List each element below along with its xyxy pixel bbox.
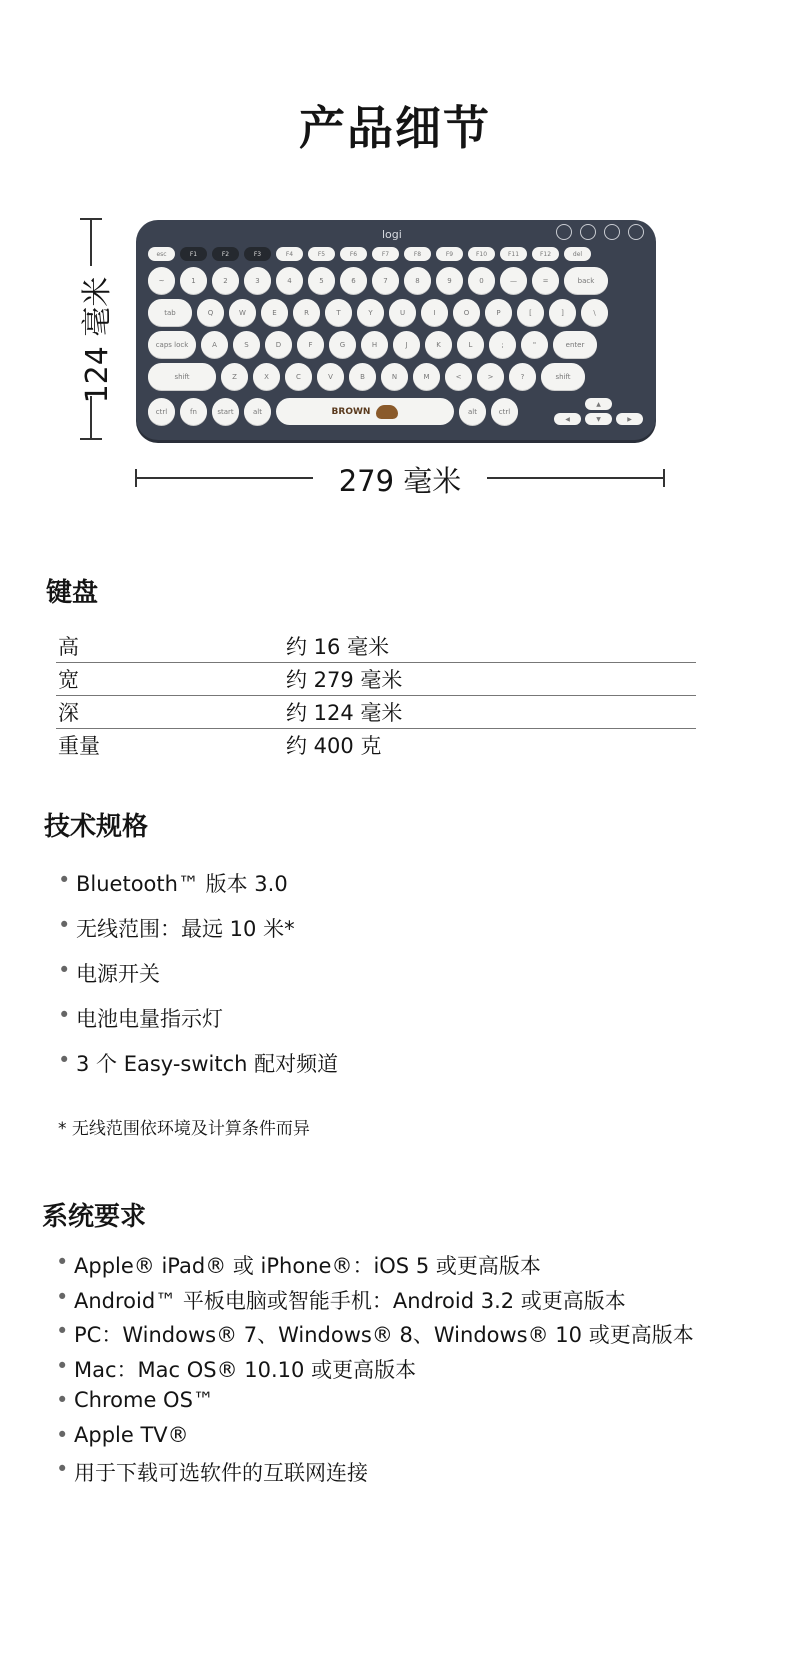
- width-dimension: [135, 463, 665, 498]
- character-icon: [628, 224, 644, 240]
- keyboard-section-heading: 键盘: [46, 578, 99, 608]
- key: F5: [308, 247, 335, 261]
- key: —: [500, 267, 527, 294]
- key: tab: [148, 299, 192, 326]
- key: A: [201, 331, 228, 358]
- table-row: [56, 630, 696, 663]
- key: ]: [549, 299, 576, 326]
- key: alt: [459, 398, 486, 425]
- key: 9: [436, 267, 463, 294]
- list-item: • Chrome OS™: [56, 1388, 694, 1423]
- spec-label: 深: [58, 701, 79, 725]
- key: 7: [372, 267, 399, 294]
- key: O: [453, 299, 480, 326]
- arrow-right-icon: ▶: [616, 413, 643, 425]
- arrow-left-icon: ◀: [554, 413, 581, 425]
- key: N: [381, 363, 408, 390]
- key: Y: [357, 299, 384, 326]
- arrow-down-icon: ▼: [585, 413, 612, 425]
- key: F4: [276, 247, 303, 261]
- key: ": [521, 331, 548, 358]
- function-key-row: [148, 247, 591, 261]
- key: >: [477, 363, 504, 390]
- list-item: • 用于下载可选软件的互联网连接: [56, 1457, 694, 1492]
- arrow-keys: [554, 398, 644, 428]
- key: \: [581, 299, 608, 326]
- key: 3: [244, 267, 271, 294]
- list-item: • 3 个 Easy-switch 配对频道: [58, 1048, 338, 1093]
- list-item: • Bluetooth™ 版本 3.0: [58, 868, 338, 913]
- spec-value: 约 124 毫米: [286, 701, 403, 725]
- footnote: * 无线范围依环境及计算条件而异: [58, 1119, 310, 1139]
- key: 2: [212, 267, 239, 294]
- key: fn: [180, 398, 207, 425]
- keyboard-spec-table: [56, 630, 696, 761]
- key: F8: [404, 247, 431, 261]
- bear-icon: [376, 405, 398, 419]
- key: <: [445, 363, 472, 390]
- key: del: [564, 247, 591, 261]
- keyboard-figure: [60, 218, 740, 518]
- key: [: [517, 299, 544, 326]
- key: F9: [436, 247, 463, 261]
- key: T: [325, 299, 352, 326]
- key: K: [425, 331, 452, 358]
- key: ?: [509, 363, 536, 390]
- character-icon: [580, 224, 596, 240]
- key: E: [261, 299, 288, 326]
- key: G: [329, 331, 356, 358]
- key: Q: [197, 299, 224, 326]
- list-item: • Apple TV®: [56, 1423, 694, 1458]
- key: M: [413, 363, 440, 390]
- key: =: [532, 267, 559, 294]
- number-key-row: [148, 267, 608, 294]
- system-section-heading: 系统要求: [42, 1202, 147, 1232]
- key: enter: [553, 331, 597, 358]
- list-item: • Apple® iPad® 或 iPhone®：iOS 5 或更高版本: [56, 1250, 694, 1285]
- logitech-logo: logi: [382, 228, 402, 241]
- key: F6: [340, 247, 367, 261]
- key: caps lock: [148, 331, 196, 358]
- key: F11: [500, 247, 527, 261]
- key: V: [317, 363, 344, 390]
- key: F1: [180, 247, 207, 261]
- spec-value: 约 16 毫米: [286, 635, 390, 659]
- spec-label: 重量: [58, 734, 100, 758]
- key: S: [233, 331, 260, 358]
- arrow-up-icon: ▲: [585, 398, 612, 410]
- home-key-row: [148, 331, 597, 358]
- key: R: [293, 299, 320, 326]
- list-item: • 电源开关: [58, 958, 338, 1003]
- page-title: 产品细节: [299, 101, 491, 155]
- key: ;: [489, 331, 516, 358]
- keyboard-image: [136, 220, 656, 440]
- list-item: • Android™ 平板电脑或智能手机：Android 3.2 或更高版本: [56, 1285, 694, 1320]
- key: L: [457, 331, 484, 358]
- key: F: [297, 331, 324, 358]
- key: shift: [148, 363, 216, 390]
- key: H: [361, 331, 388, 358]
- spec-label: 高: [58, 635, 79, 659]
- key: F2: [212, 247, 239, 261]
- bottom-key-row: [148, 398, 518, 425]
- key: 4: [276, 267, 303, 294]
- qwerty-key-row: [148, 299, 608, 326]
- spec-label: 宽: [58, 668, 79, 692]
- key: U: [389, 299, 416, 326]
- shift-key-row: [148, 363, 585, 390]
- tech-spec-list: [58, 868, 338, 1093]
- space-bar-text: BROWN: [331, 406, 371, 417]
- key: back: [564, 267, 608, 294]
- key: F10: [468, 247, 495, 261]
- tech-section-heading: 技术规格: [44, 812, 149, 842]
- key: F12: [532, 247, 559, 261]
- line-friends-icons: [556, 224, 644, 240]
- key: ctrl: [491, 398, 518, 425]
- list-item: • Mac：Mac OS® 10.10 或更高版本: [56, 1354, 694, 1389]
- height-dimension: [80, 218, 115, 456]
- spec-value: 约 400 克: [286, 734, 382, 758]
- character-icon: [556, 224, 572, 240]
- space-bar: [276, 398, 454, 425]
- table-row: [56, 663, 696, 696]
- key: F7: [372, 247, 399, 261]
- key: Z: [221, 363, 248, 390]
- key: W: [229, 299, 256, 326]
- key: P: [485, 299, 512, 326]
- spec-value: 约 279 毫米: [286, 668, 403, 692]
- key: shift: [541, 363, 585, 390]
- key: 0: [468, 267, 495, 294]
- system-requirements-list: [56, 1250, 694, 1492]
- table-row: [56, 729, 696, 761]
- key: alt: [244, 398, 271, 425]
- list-item: • 电池电量指示灯: [58, 1003, 338, 1048]
- key: C: [285, 363, 312, 390]
- key: start: [212, 398, 239, 425]
- height-label: 124 毫米: [80, 276, 115, 404]
- list-item: • 无线范围：最远 10 米*: [58, 913, 338, 958]
- key: J: [393, 331, 420, 358]
- key: I: [421, 299, 448, 326]
- table-row: [56, 696, 696, 729]
- key: ctrl: [148, 398, 175, 425]
- width-label: 279 毫米: [338, 464, 462, 498]
- key: B: [349, 363, 376, 390]
- key: 6: [340, 267, 367, 294]
- key: D: [265, 331, 292, 358]
- key: X: [253, 363, 280, 390]
- list-item: • PC：Windows® 7、Windows® 8、Windows® 10 或更高版本: [56, 1319, 694, 1354]
- key: F3: [244, 247, 271, 261]
- key: 5: [308, 267, 335, 294]
- key: ~: [148, 267, 175, 294]
- character-icon: [604, 224, 620, 240]
- key: 1: [180, 267, 207, 294]
- key: 8: [404, 267, 431, 294]
- key: esc: [148, 247, 175, 261]
